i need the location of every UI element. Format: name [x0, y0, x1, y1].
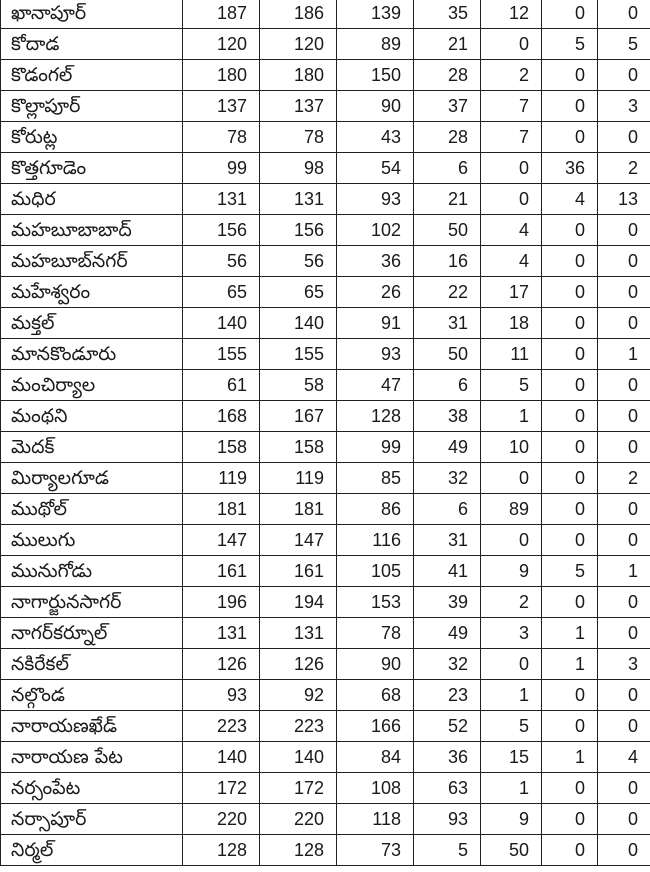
constituency-name: నాగర్‌కర్నూల్ — [1, 618, 183, 649]
value-cell-5: 50 — [481, 835, 542, 866]
table-row — [1, 525, 650, 556]
value-cell-2: 186 — [260, 0, 337, 29]
constituency-name: మానకొండూరు — [1, 339, 183, 370]
table-row — [1, 29, 650, 60]
value-cell-6: 0 — [542, 308, 598, 339]
value-cell-5: 12 — [481, 0, 542, 29]
value-cell-5: 0 — [481, 463, 542, 494]
constituency-name: నర్సాపూర్ — [1, 804, 183, 835]
table-row — [1, 339, 650, 370]
value-cell-1: 187 — [183, 0, 260, 29]
value-cell-6: 0 — [542, 835, 598, 866]
constituency-name: నర్సంపేట — [1, 773, 183, 804]
value-cell-5: 1 — [481, 680, 542, 711]
value-cell-1: 99 — [183, 153, 260, 184]
value-cell-2: 78 — [260, 122, 337, 153]
value-cell-4: 37 — [414, 91, 481, 122]
value-cell-3: 73 — [337, 835, 414, 866]
value-cell-5: 0 — [481, 649, 542, 680]
constituency-name: కొల్లాపూర్ — [1, 91, 183, 122]
value-cell-6: 0 — [542, 91, 598, 122]
value-cell-7: 0 — [598, 680, 650, 711]
value-cell-1: 128 — [183, 835, 260, 866]
value-cell-2: 140 — [260, 308, 337, 339]
value-cell-3: 105 — [337, 556, 414, 587]
value-cell-4: 35 — [414, 0, 481, 29]
value-cell-4: 23 — [414, 680, 481, 711]
value-cell-2: 147 — [260, 525, 337, 556]
value-cell-3: 68 — [337, 680, 414, 711]
value-cell-5: 2 — [481, 60, 542, 91]
value-cell-5: 0 — [481, 29, 542, 60]
value-cell-1: 161 — [183, 556, 260, 587]
value-cell-2: 172 — [260, 773, 337, 804]
constituency-name: మునుగోడు — [1, 556, 183, 587]
value-cell-3: 43 — [337, 122, 414, 153]
value-cell-7: 2 — [598, 153, 650, 184]
value-cell-6: 0 — [542, 463, 598, 494]
table-row — [1, 711, 650, 742]
value-cell-5: 15 — [481, 742, 542, 773]
value-cell-1: 78 — [183, 122, 260, 153]
constituency-name: నిర్మల్ — [1, 835, 183, 866]
value-cell-1: 147 — [183, 525, 260, 556]
value-cell-4: 16 — [414, 246, 481, 277]
table-row — [1, 0, 650, 29]
value-cell-1: 181 — [183, 494, 260, 525]
value-cell-6: 1 — [542, 649, 598, 680]
value-cell-5: 0 — [481, 153, 542, 184]
table-row — [1, 835, 650, 866]
value-cell-7: 0 — [598, 246, 650, 277]
value-cell-6: 0 — [542, 60, 598, 91]
value-cell-1: 61 — [183, 370, 260, 401]
table-row — [1, 804, 650, 835]
value-cell-7: 5 — [598, 29, 650, 60]
value-cell-6: 0 — [542, 680, 598, 711]
value-cell-3: 85 — [337, 463, 414, 494]
value-cell-3: 54 — [337, 153, 414, 184]
value-cell-1: 196 — [183, 587, 260, 618]
value-cell-5: 17 — [481, 277, 542, 308]
value-cell-2: 194 — [260, 587, 337, 618]
value-cell-2: 128 — [260, 835, 337, 866]
value-cell-2: 181 — [260, 494, 337, 525]
value-cell-1: 172 — [183, 773, 260, 804]
value-cell-4: 6 — [414, 370, 481, 401]
value-cell-4: 63 — [414, 773, 481, 804]
value-cell-2: 167 — [260, 401, 337, 432]
value-cell-2: 119 — [260, 463, 337, 494]
value-cell-3: 153 — [337, 587, 414, 618]
value-cell-7: 0 — [598, 494, 650, 525]
value-cell-7: 0 — [598, 773, 650, 804]
value-cell-1: 131 — [183, 184, 260, 215]
value-cell-7: 0 — [598, 401, 650, 432]
constituency-name: మహబూబాబాద్ — [1, 215, 183, 246]
value-cell-1: 65 — [183, 277, 260, 308]
table-row — [1, 463, 650, 494]
value-cell-2: 98 — [260, 153, 337, 184]
constituency-name: కొత్తగూడెం — [1, 153, 183, 184]
table-row — [1, 432, 650, 463]
table-row — [1, 215, 650, 246]
table-row — [1, 618, 650, 649]
value-cell-7: 0 — [598, 370, 650, 401]
value-cell-7: 0 — [598, 711, 650, 742]
value-cell-5: 7 — [481, 122, 542, 153]
value-cell-6: 0 — [542, 246, 598, 277]
value-cell-1: 155 — [183, 339, 260, 370]
constituency-name: మెదక్ — [1, 432, 183, 463]
value-cell-6: 4 — [542, 184, 598, 215]
value-cell-7: 3 — [598, 649, 650, 680]
value-cell-7: 3 — [598, 91, 650, 122]
table-row — [1, 60, 650, 91]
table-row — [1, 277, 650, 308]
value-cell-3: 118 — [337, 804, 414, 835]
constituency-name: నాగార్జునసాగర్ — [1, 587, 183, 618]
value-cell-1: 140 — [183, 308, 260, 339]
value-cell-6: 0 — [542, 401, 598, 432]
constituency-name: ముథోల్ — [1, 494, 183, 525]
table-row — [1, 370, 650, 401]
value-cell-2: 223 — [260, 711, 337, 742]
value-cell-7: 0 — [598, 587, 650, 618]
value-cell-5: 4 — [481, 215, 542, 246]
value-cell-4: 49 — [414, 618, 481, 649]
value-cell-7: 0 — [598, 122, 650, 153]
constituency-name: కొడంగల్ — [1, 60, 183, 91]
value-cell-1: 156 — [183, 215, 260, 246]
value-cell-7: 0 — [598, 277, 650, 308]
value-cell-7: 0 — [598, 804, 650, 835]
value-cell-7: 0 — [598, 215, 650, 246]
value-cell-5: 7 — [481, 91, 542, 122]
value-cell-4: 21 — [414, 29, 481, 60]
value-cell-4: 38 — [414, 401, 481, 432]
value-cell-5: 18 — [481, 308, 542, 339]
value-cell-1: 137 — [183, 91, 260, 122]
value-cell-2: 155 — [260, 339, 337, 370]
value-cell-5: 4 — [481, 246, 542, 277]
value-cell-1: 120 — [183, 29, 260, 60]
value-cell-4: 31 — [414, 525, 481, 556]
value-cell-4: 41 — [414, 556, 481, 587]
value-cell-6: 0 — [542, 711, 598, 742]
value-cell-5: 5 — [481, 370, 542, 401]
value-cell-4: 32 — [414, 463, 481, 494]
value-cell-1: 126 — [183, 649, 260, 680]
value-cell-6: 0 — [542, 215, 598, 246]
value-cell-2: 156 — [260, 215, 337, 246]
value-cell-3: 86 — [337, 494, 414, 525]
table-row — [1, 649, 650, 680]
table-row — [1, 401, 650, 432]
constituency-name: మహేశ్వరం — [1, 277, 183, 308]
value-cell-1: 223 — [183, 711, 260, 742]
value-cell-6: 5 — [542, 556, 598, 587]
value-cell-6: 0 — [542, 494, 598, 525]
value-cell-3: 150 — [337, 60, 414, 91]
value-cell-3: 102 — [337, 215, 414, 246]
value-cell-4: 28 — [414, 60, 481, 91]
value-cell-1: 180 — [183, 60, 260, 91]
table-row — [1, 556, 650, 587]
value-cell-7: 0 — [598, 432, 650, 463]
table-row — [1, 680, 650, 711]
constituency-name: కోదాడ — [1, 29, 183, 60]
value-cell-6: 0 — [542, 122, 598, 153]
value-cell-3: 93 — [337, 184, 414, 215]
value-cell-7: 1 — [598, 556, 650, 587]
value-cell-2: 58 — [260, 370, 337, 401]
value-cell-3: 166 — [337, 711, 414, 742]
table-row — [1, 494, 650, 525]
value-cell-3: 116 — [337, 525, 414, 556]
constituency-name: మిర్యాలగూడ — [1, 463, 183, 494]
constituency-name: ఖానాపూర్ — [1, 0, 183, 29]
value-cell-3: 91 — [337, 308, 414, 339]
value-cell-5: 11 — [481, 339, 542, 370]
value-cell-3: 90 — [337, 649, 414, 680]
value-cell-1: 56 — [183, 246, 260, 277]
value-cell-4: 36 — [414, 742, 481, 773]
value-cell-7: 0 — [598, 525, 650, 556]
value-cell-6: 0 — [542, 804, 598, 835]
value-cell-6: 1 — [542, 618, 598, 649]
value-cell-1: 93 — [183, 680, 260, 711]
value-cell-7: 2 — [598, 463, 650, 494]
value-cell-3: 139 — [337, 0, 414, 29]
value-cell-3: 128 — [337, 401, 414, 432]
value-cell-1: 220 — [183, 804, 260, 835]
value-cell-2: 126 — [260, 649, 337, 680]
value-cell-7: 0 — [598, 0, 650, 29]
constituency-name: నారాయణ పేట — [1, 742, 183, 773]
value-cell-2: 65 — [260, 277, 337, 308]
value-cell-1: 140 — [183, 742, 260, 773]
value-cell-4: 49 — [414, 432, 481, 463]
value-cell-2: 120 — [260, 29, 337, 60]
value-cell-7: 13 — [598, 184, 650, 215]
value-cell-5: 2 — [481, 587, 542, 618]
constituency-name: మక్తల్ — [1, 308, 183, 339]
constituency-name: కోరుట్ల — [1, 122, 183, 153]
value-cell-6: 0 — [542, 0, 598, 29]
value-cell-1: 158 — [183, 432, 260, 463]
value-cell-7: 1 — [598, 339, 650, 370]
value-cell-3: 99 — [337, 432, 414, 463]
value-cell-4: 6 — [414, 153, 481, 184]
value-cell-6: 0 — [542, 432, 598, 463]
table-row — [1, 742, 650, 773]
value-cell-2: 220 — [260, 804, 337, 835]
value-cell-3: 84 — [337, 742, 414, 773]
table-row — [1, 184, 650, 215]
table-row — [1, 308, 650, 339]
value-cell-2: 158 — [260, 432, 337, 463]
value-cell-4: 6 — [414, 494, 481, 525]
value-cell-4: 52 — [414, 711, 481, 742]
value-cell-4: 28 — [414, 122, 481, 153]
value-cell-2: 92 — [260, 680, 337, 711]
value-cell-2: 131 — [260, 184, 337, 215]
value-cell-3: 93 — [337, 339, 414, 370]
value-cell-4: 50 — [414, 339, 481, 370]
value-cell-7: 0 — [598, 308, 650, 339]
value-cell-5: 9 — [481, 556, 542, 587]
table-row — [1, 587, 650, 618]
value-cell-5: 3 — [481, 618, 542, 649]
constituency-name: నకిరేకల్ — [1, 649, 183, 680]
value-cell-4: 50 — [414, 215, 481, 246]
value-cell-6: 36 — [542, 153, 598, 184]
value-cell-5: 1 — [481, 773, 542, 804]
value-cell-2: 180 — [260, 60, 337, 91]
value-cell-2: 161 — [260, 556, 337, 587]
value-cell-1: 168 — [183, 401, 260, 432]
table-row — [1, 122, 650, 153]
table-body — [1, 0, 650, 866]
constituency-name: ములుగు — [1, 525, 183, 556]
value-cell-6: 0 — [542, 370, 598, 401]
constituency-name: నారాయణఖేడ్ — [1, 711, 183, 742]
value-cell-2: 131 — [260, 618, 337, 649]
value-cell-4: 31 — [414, 308, 481, 339]
value-cell-6: 5 — [542, 29, 598, 60]
value-cell-6: 0 — [542, 773, 598, 804]
value-cell-3: 89 — [337, 29, 414, 60]
table-row — [1, 773, 650, 804]
constituency-name: మంథని — [1, 401, 183, 432]
value-cell-1: 119 — [183, 463, 260, 494]
value-cell-3: 47 — [337, 370, 414, 401]
value-cell-5: 0 — [481, 525, 542, 556]
table-row — [1, 153, 650, 184]
value-cell-6: 0 — [542, 587, 598, 618]
value-cell-3: 36 — [337, 246, 414, 277]
value-cell-2: 140 — [260, 742, 337, 773]
value-cell-6: 1 — [542, 742, 598, 773]
table-row — [1, 91, 650, 122]
value-cell-5: 5 — [481, 711, 542, 742]
value-cell-7: 0 — [598, 835, 650, 866]
value-cell-2: 56 — [260, 246, 337, 277]
value-cell-4: 93 — [414, 804, 481, 835]
value-cell-3: 108 — [337, 773, 414, 804]
value-cell-6: 0 — [542, 525, 598, 556]
constituency-name: నల్గొండ — [1, 680, 183, 711]
value-cell-5: 89 — [481, 494, 542, 525]
value-cell-5: 10 — [481, 432, 542, 463]
constituency-name: మంచిర్యాల — [1, 370, 183, 401]
value-cell-5: 1 — [481, 401, 542, 432]
value-cell-3: 26 — [337, 277, 414, 308]
value-cell-4: 32 — [414, 649, 481, 680]
value-cell-7: 0 — [598, 60, 650, 91]
value-cell-3: 90 — [337, 91, 414, 122]
value-cell-4: 22 — [414, 277, 481, 308]
constituency-name: మహబూబ్‌నగర్ — [1, 246, 183, 277]
value-cell-7: 0 — [598, 618, 650, 649]
value-cell-5: 9 — [481, 804, 542, 835]
value-cell-7: 4 — [598, 742, 650, 773]
value-cell-4: 21 — [414, 184, 481, 215]
value-cell-1: 131 — [183, 618, 260, 649]
value-cell-4: 5 — [414, 835, 481, 866]
value-cell-2: 137 — [260, 91, 337, 122]
value-cell-4: 39 — [414, 587, 481, 618]
value-cell-6: 0 — [542, 277, 598, 308]
constituency-name: మధిర — [1, 184, 183, 215]
value-cell-6: 0 — [542, 339, 598, 370]
table-row — [1, 246, 650, 277]
value-cell-5: 0 — [481, 184, 542, 215]
value-cell-3: 78 — [337, 618, 414, 649]
